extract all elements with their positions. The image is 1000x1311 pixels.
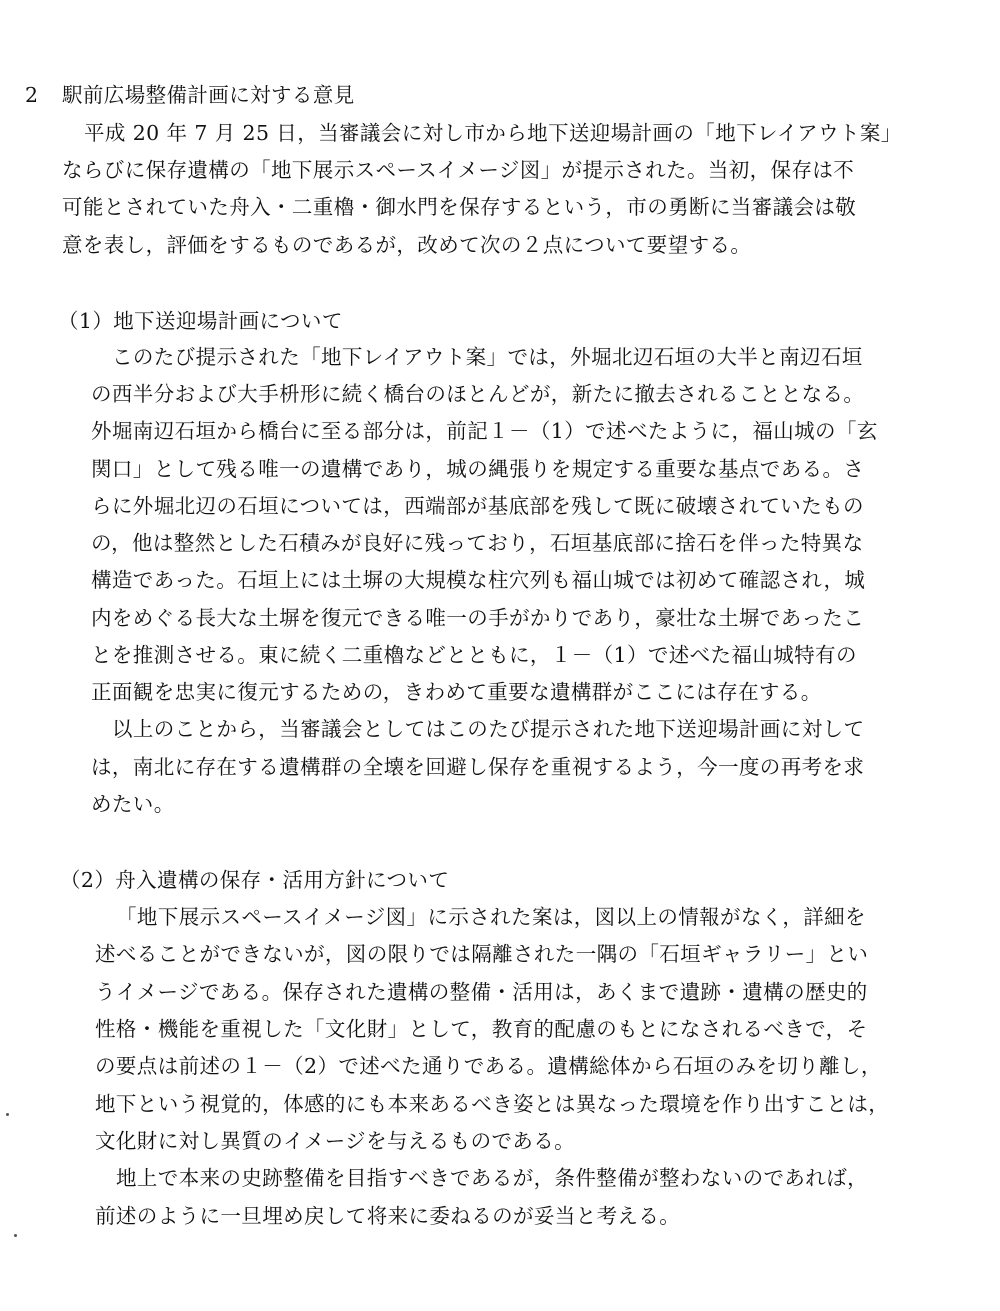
- body-line: 外堀南辺石垣から橋台に至る部分は，前記１－（1）で述べたように，福山城の「玄: [91, 419, 878, 443]
- section-title: 駅前広場整備計画に対する意見: [62, 83, 355, 107]
- intro-line: 意を表し，評価をするものであるが，改めて次の２点について要望する。: [62, 233, 752, 257]
- intro-line: 平成 20 年 7 月 25 日，当審議会に対し市から地下送迎場計画の「地下レイアウト案」: [84, 121, 902, 145]
- body-line: とを推測させる。東に続く二重櫓などとともに，１－（1）で述べた福山城特有の: [91, 643, 857, 667]
- scan-speck: [14, 1234, 17, 1237]
- body-line: の西半分および大手枡形に続く橋台のほとんどが，新たに撤去されることとなる。: [91, 382, 865, 406]
- body-line: 前述のように一旦埋め戻して将来に委ねるのが妥当と考える。: [95, 1204, 681, 1228]
- body-line: 以上のことから，当審議会としてはこのたび提示された地下送迎場計画に対して: [112, 717, 865, 741]
- body-line: 構造であった。石垣上には土塀の大規模な柱穴列も福山城では初めて確認され，城: [91, 568, 866, 592]
- body-line: の，他は整然とした石積みが良好に残っており，石垣基底部に捨石を伴った特異な: [91, 531, 864, 555]
- scan-speck: [6, 1113, 9, 1116]
- subsection-heading: （1）地下送迎場計画について: [58, 309, 343, 333]
- body-line: の要点は前述の１－（2）で述べた通りである。遺構総体から石垣のみを切り離し，: [95, 1054, 882, 1078]
- body-line: うイメージである。保存された遺構の整備・活用は，あくまで遺跡・遺構の歴史的: [95, 980, 868, 1004]
- intro-line: ならびに保存遺構の「地下展示スペースイメージ図」が提示された。当初，保存は不: [62, 158, 855, 182]
- body-line: は，南北に存在する遺構群の全壊を回避し保存を重視するよう，今一度の再考を求: [91, 755, 865, 779]
- body-line: めたい。: [91, 792, 175, 816]
- body-line: 地上で本来の史跡整備を目指すべきであるが，条件整備が整わないのであれば，: [116, 1166, 868, 1190]
- body-line: 文化財に対し異質のイメージを与えるものである。: [95, 1129, 576, 1153]
- intro-line: 可能とされていた舟入・二重櫓・御水門を保存するという，市の勇断に当審議会は敬: [62, 195, 857, 219]
- body-line: 正面観を忠実に復元するための，きわめて重要な遺構群がここには存在する。: [91, 680, 822, 704]
- body-line: 地下という視覚的，体感的にも本来あるべき姿とは異なった環境を作り出すことは，: [95, 1092, 890, 1116]
- body-line: このたび提示された「地下レイアウト案」では，外堀北辺石垣の大半と南辺石垣: [112, 345, 863, 369]
- body-line: 性格・機能を重視した「文化財」として，教育的配慮のもとになされるべきで，そ: [95, 1017, 868, 1041]
- subsection-heading: （2）舟入遺構の保存・活用方針について: [60, 868, 450, 892]
- body-line: らに外堀北辺の石垣については，西端部が基底部を残して既に破壊されていたもの: [91, 494, 864, 518]
- body-line: 「地下展示スペースイメージ図」に示された案は，図以上の情報がなく，詳細を: [116, 905, 866, 929]
- body-line: 述べることができないが，図の限りでは隔離された一隅の「石垣ギャラリー」とい: [95, 942, 869, 966]
- section-number: 2: [25, 83, 39, 107]
- body-line: 関口」として残る唯一の遺構であり，城の縄張りを規定する重要な基点である。さ: [91, 457, 865, 481]
- body-line: 内をめぐる長大な土塀を復元できる唯一の手がかりであり，豪壮な土塀であったこ: [91, 606, 865, 630]
